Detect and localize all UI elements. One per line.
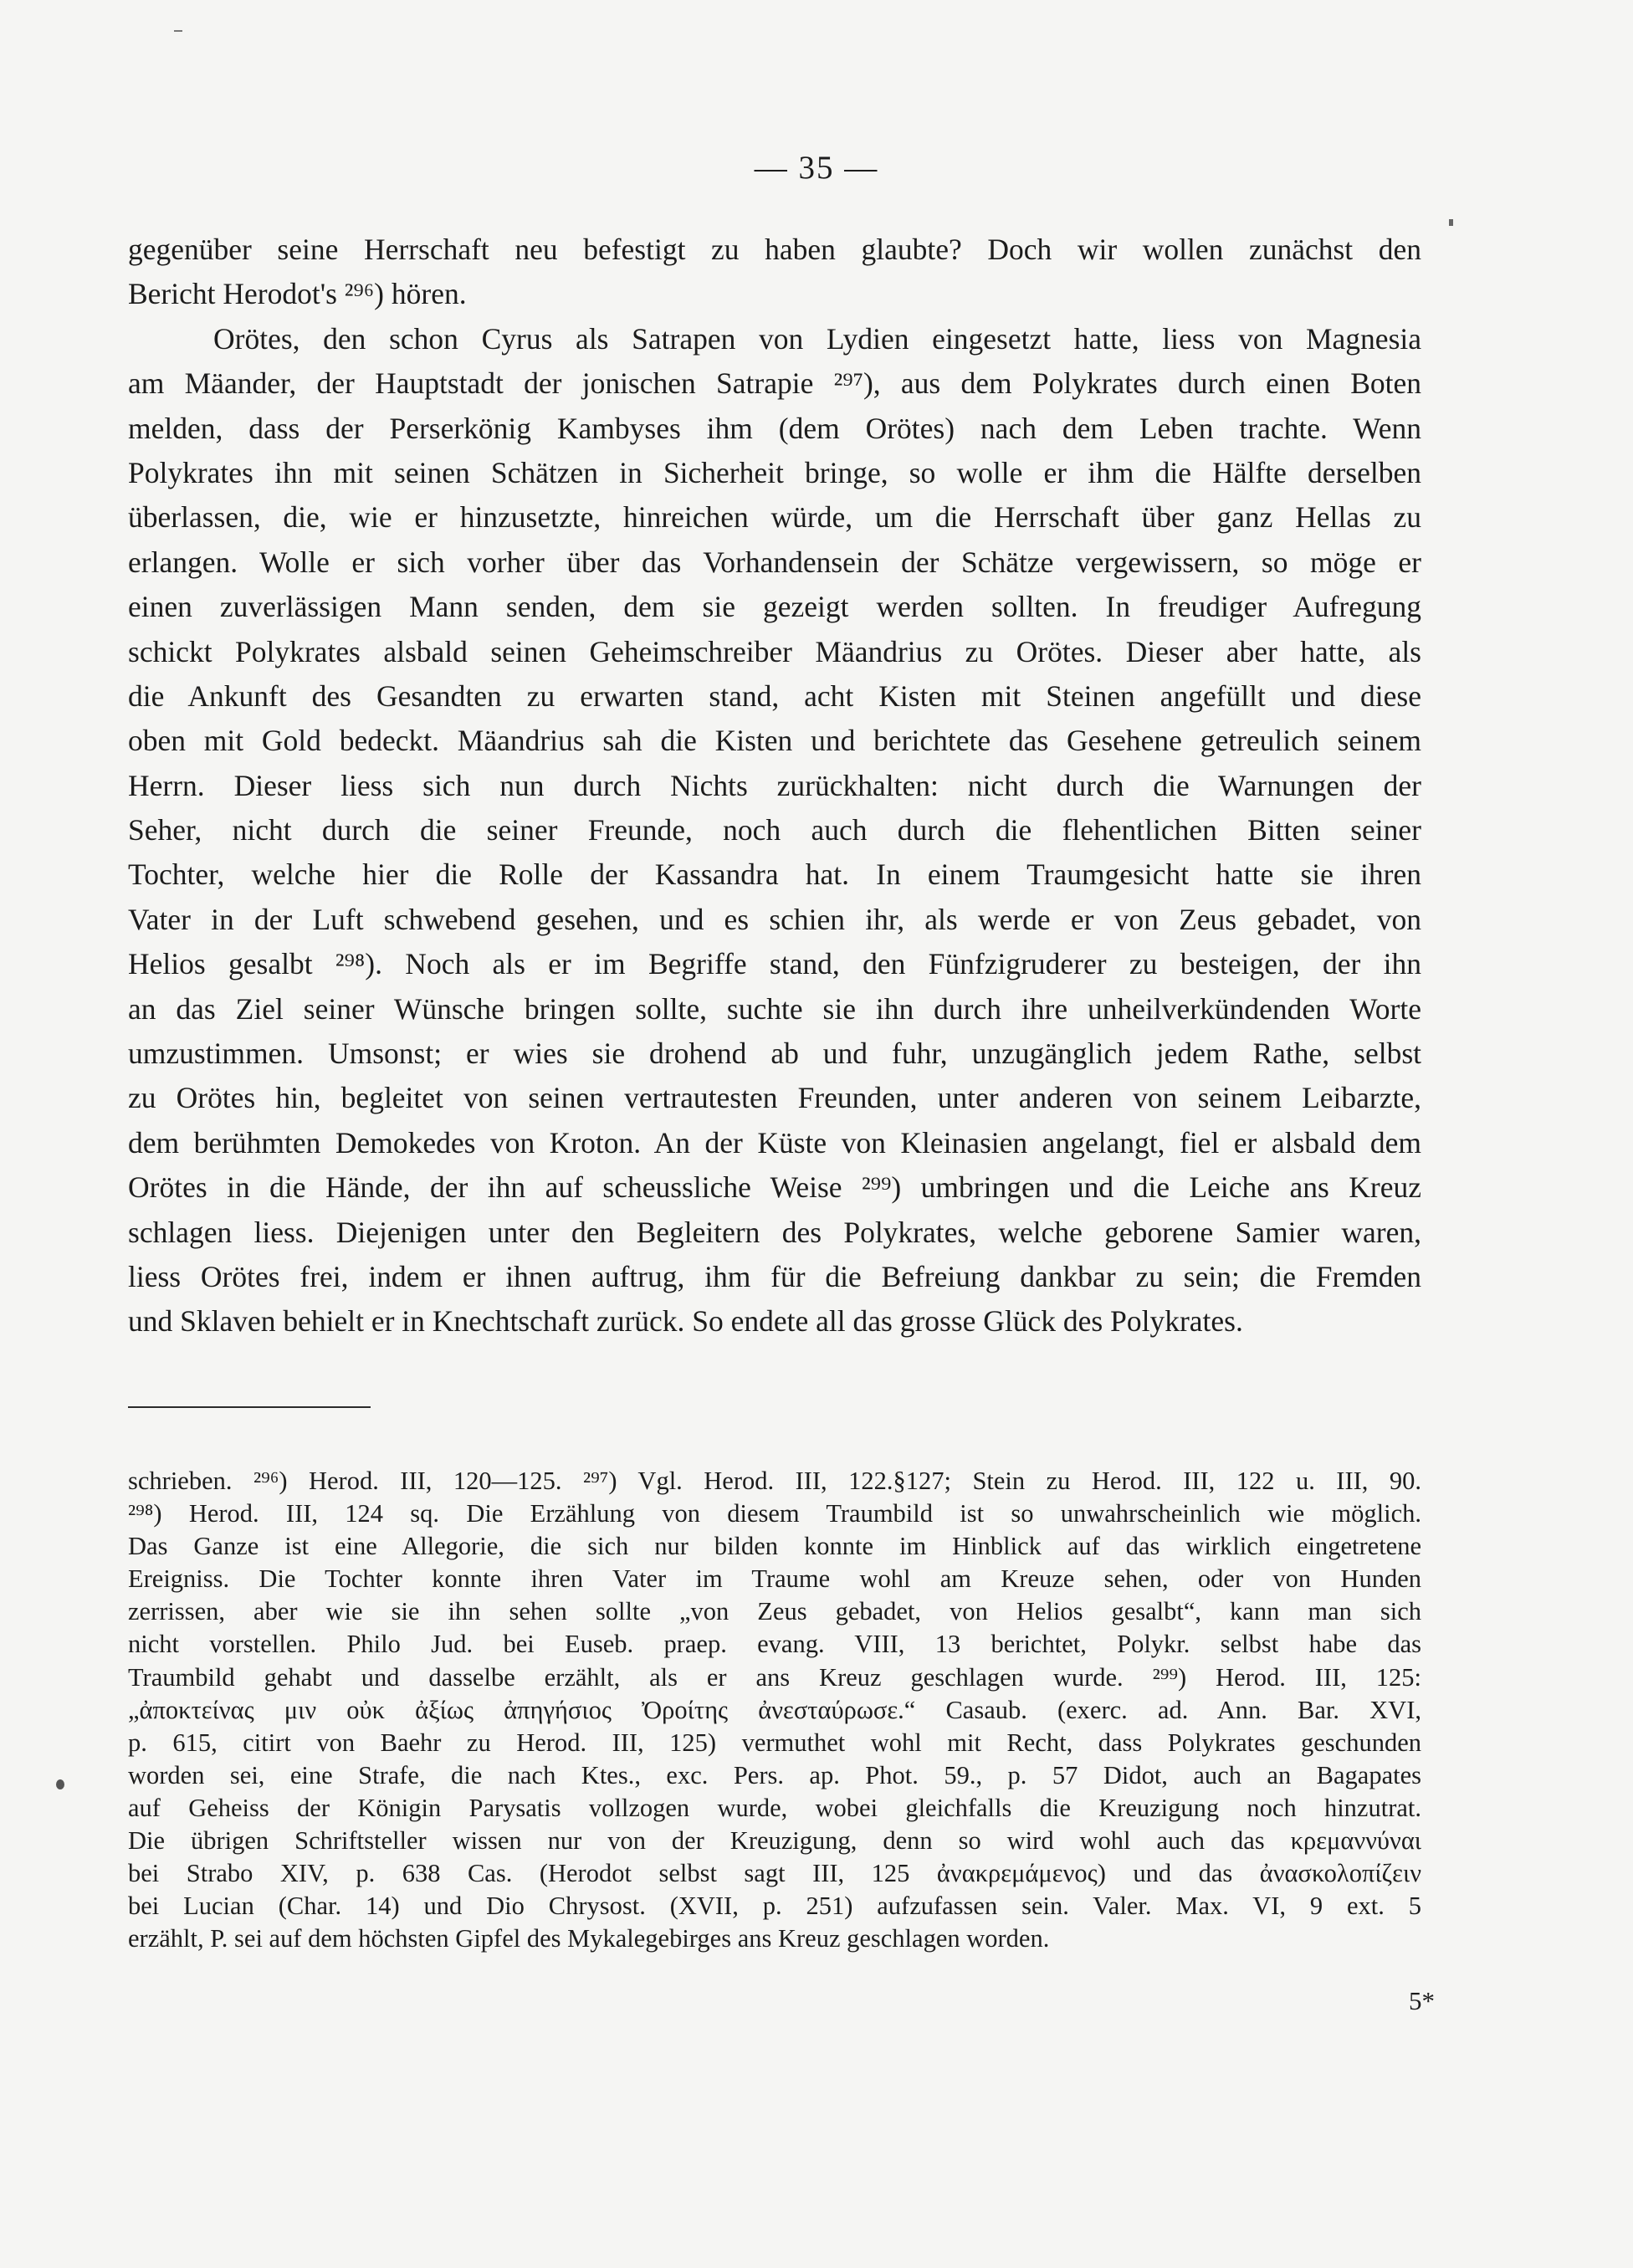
scan-mark bbox=[56, 1779, 64, 1789]
text-line: an das Ziel seiner Wünsche bringen sollte, suchte sie ihn durch ihre unheilverkündenden Worte bbox=[128, 991, 1421, 1026]
text-line: zu Orötes hin, begleitet von seinen vertrautesten Freunden, unter anderen von seinem Leibarzte, bbox=[128, 1081, 1421, 1115]
text-line: Polykrates ihn mit seinen Schätzen in Sicherheit bringe, so wolle er ihm die Hälfte derselben bbox=[128, 455, 1421, 489]
footnote-divider bbox=[128, 1406, 371, 1408]
text-line: Herrn. Dieser liess sich nun durch Nichts zurückhalten: nicht durch die Warnungen der bbox=[128, 768, 1421, 802]
text-line: gegenüber seine Herrschaft neu befestigt zu haben glaubte? Doch wir wollen zunächst den bbox=[128, 233, 1421, 266]
text-line: Orötes, den schon Cyrus als Satrapen von Lydien eingesetzt hatte, liess von Magnesia bbox=[213, 321, 1421, 356]
footnote-line: schrieben. ²⁹⁶) Herod. III, 120—125. ²⁹⁷) Vgl. Herod. III, 122.§127; Stein zu Herod. III, 122 u. III, 90. bbox=[128, 1467, 1421, 1495]
text-line: schickt Polykrates alsbald seinen Geheimschreiber Mäandrius zu Orötes. Dieser aber hatte, als bbox=[128, 634, 1421, 668]
text-line: dem berühmten Demokedes von Kroton. An der Küste von Kleinasien angelangt, fiel er alsbald dem bbox=[128, 1125, 1421, 1160]
text-line: umzustimmen. Umsonst; er wies sie drohend ab und fuhr, unzugänglich jedem Rathe, selbst bbox=[128, 1037, 1421, 1071]
text-line: und Sklaven behielt er in Knechtschaft zurück. So endete all das grosse Glück des Polykrates. bbox=[128, 1304, 1243, 1339]
footnote-line: ²⁹⁸) Herod. III, 124 sq. Die Erzählung von diesem Traumbild ist so unwahrscheinlich wie möglich. bbox=[128, 1499, 1421, 1528]
signature-mark: 5* bbox=[1409, 1986, 1435, 2015]
text-line: am Mäander, der Hauptstadt der jonischen Satrapie ²⁹⁷), aus dem Polykrates durch einen Boten bbox=[128, 366, 1421, 401]
text-line: Vater in der Luft schwebend gesehen, und es schien ihr, als werde er von Zeus gebadet, von bbox=[128, 902, 1421, 936]
text-line: schlagen liess. Diejenigen unter den Begleitern des Polykrates, welche geborene Samier waren, bbox=[128, 1215, 1421, 1249]
text-line: Helios gesalbt ²⁹⁸). Noch als er im Begriffe stand, den Fünfzigruderer zu besteigen, der ihn bbox=[128, 947, 1421, 981]
text-line: überlassen, die, wie er hinzusetzte, hinreichen würde, um die Herrschaft über ganz Hellas zu bbox=[128, 500, 1421, 535]
footnote-line: „ἀποκτείνας μιν οὐκ ἀξίως ἀπηγήσιος Ὀροίτης ἀνεσταύρωσε.“ Casaub. (exerc. ad. Ann. Bar. XVI, bbox=[128, 1695, 1421, 1724]
footnote-line: nicht vorstellen. Philo Jud. bei Euseb. praep. evang. VIII, 13 berichtet, Polykr. selbst habe das bbox=[128, 1630, 1421, 1659]
text-line: liess Orötes frei, indem er ihnen auftrug, ihm für die Befreiung dankbar zu sein; die Fremden bbox=[128, 1259, 1421, 1293]
text-line: einen zuverlässigen Mann senden, dem sie gezeigt werden sollten. In freudiger Aufregung bbox=[128, 590, 1421, 624]
footnote-line: bei Strabo XIV, p. 638 Cas. (Herodot selbst sagt III, 125 ἀνακρεμάμενος) und das ἀνασκολοπίζειν bbox=[128, 1859, 1421, 1888]
text-line: oben mit Gold bedeckt. Mäandrius sah die Kisten und berichtete das Gesehene getreulich seinem bbox=[128, 724, 1421, 758]
footnote-line: Die übrigen Schriftsteller wissen nur von der Kreuzigung, denn so wird wohl auch das κρεμαννύναι bbox=[128, 1826, 1421, 1856]
text-line: Tochter, welche hier die Rolle der Kassandra hat. In einem Traumgesicht hatte sie ihren bbox=[128, 858, 1421, 892]
scan-mark bbox=[1449, 219, 1453, 226]
text-line: Orötes in die Hände, der ihn auf scheussliche Weise ²⁹⁹) umbringen und die Leiche ans Kreuz bbox=[128, 1170, 1421, 1205]
footnote-line: zerrissen, aber wie sie ihn sehen sollte „von Zeus gebadet, von Helios gesalbt“, kann man sich bbox=[128, 1597, 1421, 1626]
main-text bbox=[128, 228, 1421, 1344]
footnote-line: Traumbild gehabt und dasselbe erzählt, als er ans Kreuz geschlagen wurde. ²⁹⁹) Herod. III, 125: bbox=[128, 1662, 1421, 1692]
footnote-line: bei Lucian (Char. 14) und Dio Chrysost. (XVII, p. 251) aufzufassen sein. Valer. Max. VI, 9 ext. 5 bbox=[128, 1892, 1421, 1921]
footnote-line: auf Geheiss der Königin Parysatis vollzogen wurde, wobei gleichfalls die Kreuzigung noch hinzutrat. bbox=[128, 1793, 1421, 1822]
text-line: melden, dass der Perserkönig Kambyses ihm (dem Orötes) nach dem Leben trachte. Wenn bbox=[128, 411, 1421, 445]
text-line: Seher, nicht durch die seiner Freunde, noch auch durch die flehentlichen Bitten seiner bbox=[128, 813, 1421, 847]
footnote-line: erzählt, P. sei auf dem höchsten Gipfel des Mykalegebirges ans Kreuz geschlagen worden. bbox=[128, 1924, 1050, 1953]
page-number: — 35 — bbox=[754, 150, 879, 186]
footnote-line: worden sei, eine Strafe, die nach Ktes., exc. Pers. ap. Phot. 59., p. 57 Didot, auch an Bagapates bbox=[128, 1760, 1421, 1789]
footnote-line: Ereigniss. Die Tochter konnte ihren Vater im Traume wohl am Kreuze sehen, oder von Hunden bbox=[128, 1564, 1421, 1594]
footnotes bbox=[128, 1465, 1421, 1955]
scan-mark bbox=[174, 30, 182, 32]
text-line: erlangen. Wolle er sich vorher über das Vorhandensein der Schätze vergewissern, so möge er bbox=[128, 545, 1421, 579]
text-line: die Ankunft des Gesandten zu erwarten stand, acht Kisten mit Steinen angefüllt und diese bbox=[128, 678, 1421, 713]
text-line: Bericht Herodot's ²⁹⁶) hören. bbox=[128, 277, 467, 311]
footnote-line: Das Ganze ist eine Allegorie, die sich nur bilden konnte im Hinblick auf das wirklich eingetretene bbox=[128, 1532, 1421, 1561]
footnote-line: p. 615, citirt von Baehr zu Herod. III, 125) vermuthet wohl mit Recht, dass Polykrates geschunden bbox=[128, 1728, 1421, 1757]
